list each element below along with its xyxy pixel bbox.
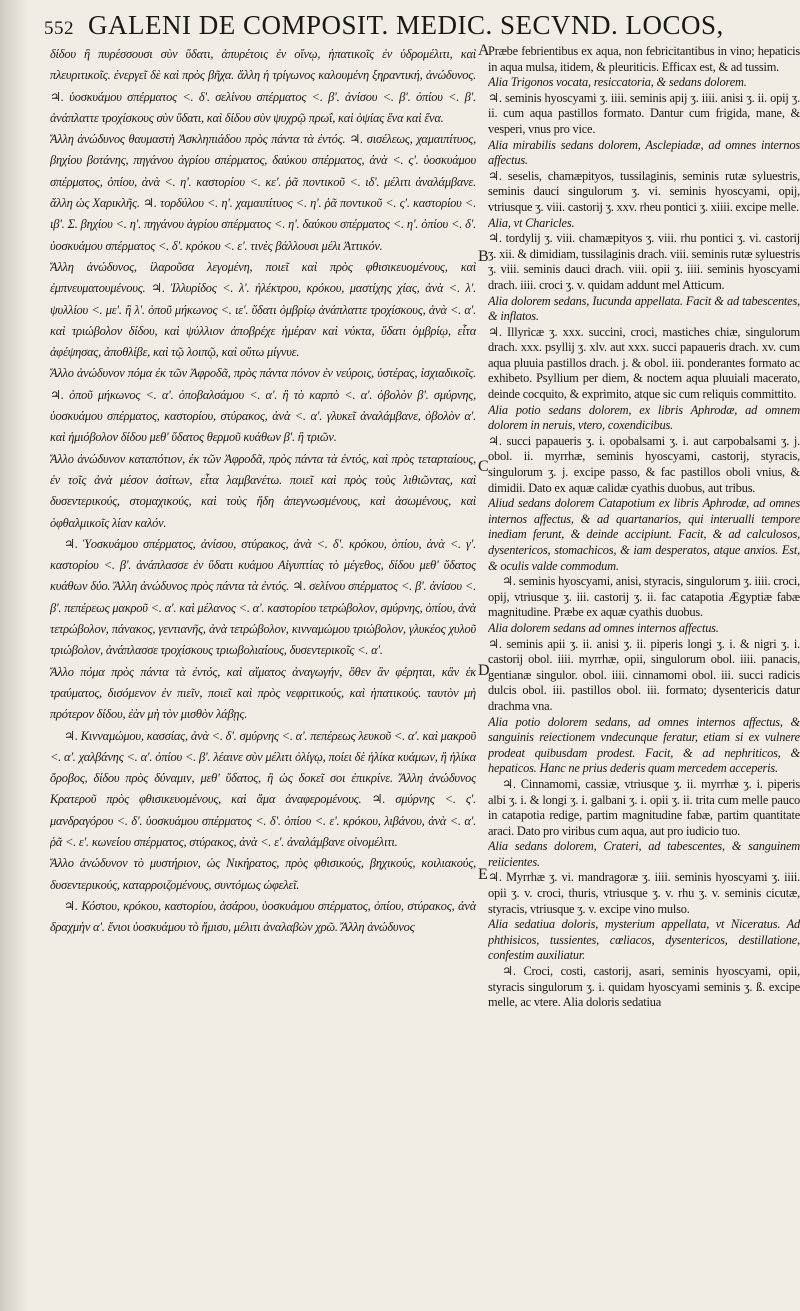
- latin-heading: Alia dolorem sedans, Iucunda appellata. Facit & ad tabescentes, & inflatos.: [488, 293, 800, 324]
- latin-heading: Aliud sedans dolorem Catapotium ex libris Aphrodæ, ad omnes internos affectus, & ad quartanarios, qui interualli tempore inediam ferunt, & deinde accipiunt. Facit, & ad calculosos, dysentericos, stomachicos, & iam desperatos, atque anxios. Est, & oculis valde commodum.: [488, 496, 800, 573]
- latin-paragraph: ♃. succi papaueris ʒ. i. opobalsami ʒ. i. aut carpobalsami ʒ. j. obol. ii. myrrhæ, seminis hyoscyami, castorij, styracis, singulorum ʒ. j. excipe passo, & fac pastillos oboli vnius, & dimidii. Dato ex aquæ calidæ cyathis duobus, aut tribus.: [488, 433, 800, 495]
- greek-paragraph: δίδου ἢ πυρέσσουσι σὺν ὕδατι, ἀπυρέτοις ἐν οἴνῳ, ἡπατικοῖς ἐν ὑδρομέλιτι, καὶ πλευριτικοῖς. ἐνεργεῖ δὲ καὶ πρὸς βῆχα. ἄλλη ἡ τρίγωνος καλουμένη ξηραντική, ἀνώδυνος. ♃. ὑοσκυάμου σπέρματος <. δ'. σελίνου σπέρματος <. β'. ἀνίσου <. β'. ὀπίου <. β'. ἀνάπλαττε τροχίσκους σὺν ὕδατι, καὶ δίδου σὺν ψυχρῷ πρωΐ, καὶ ὀψίας ἕνα καὶ ἕνα.: [50, 47, 476, 125]
- margin-marker-c: C: [478, 458, 489, 475]
- greek-paragraph: Ἄλλο ἀνώδυνον πόμα ἐκ τῶν Ἀφροδᾶ, πρὸς πάντα πόνον ἐν νεύροις, ὑστέρας, ἰσχιαδικοῖς. ♃. ὀποῦ μήκωνος <. α'. ὀποβαλσάμου <. α'. ἢ τὸ καρπὸ <. α'. ὀβολὸν β'. σμύρνης, ὑοσκυάμου σπέρματος, καστορίου, στύρακος, ἀνὰ <. α'. γλυκεῖ ἀναλάμβανε, ὀβολὸν α'. καὶ ἡμιόβολον δίδου μεθ' ὕδατος θερμοῦ κυάθων β'. ἢ τριῶν.: [50, 366, 476, 445]
- latin-heading: Alia sedatiua doloris, mysterium appellata, vt Niceratus. Ad phthisicos, tussientes, cœliacos, dysentericos, destillatione, confestim auxiliatur.: [488, 917, 800, 963]
- latin-paragraph: ♃. seselis, chamæpityos, tussilaginis, seminis rutæ syluestris, seminis dauci singulorum ʒ. vi. seminis hyoscyami, opij, vtriusque ʒ. viii. castorij ʒ. xxv. rheu pontici ʒ. xiiii. excipe melle.: [488, 168, 800, 214]
- latin-column: [488, 44, 800, 1294]
- page-header: [44, 10, 792, 44]
- latin-paragraph: ♃. Cinnamomi, cassiæ, vtriusque ʒ. ii. myrrhæ ʒ. i. piperis albi ʒ. i. & longi ʒ. i. galbani ʒ. i. opii ʒ. ii. trita cum melle pauco in catapotia redige, partim magnitudine fabæ, partim quantitate araci. Dato pro viribus cum aqua, aut pro iudicio tuo.: [488, 776, 800, 838]
- latin-paragraph: ♃. Myrrhæ ʒ. vi. mandragoræ ʒ. iiii. seminis hyoscyami ʒ. iiii. opii ʒ. v. croci, thuris, vtriusque ʒ. v. rhu ʒ. v. seminis cicutæ, styracis, vtriusque ʒ. v. excipe vino mulso.: [488, 870, 800, 916]
- latin-heading: Alia potio dolorem sedans, ad omnes internos affectus, & sanguinis reiectionem vndecunque feratur, etiam si ex vulnere prodeat quibusdam prodest. Facit, & ad nephriticos, & hepaticos. Hanc ne prius dederis quam mercedem acceperis.: [488, 714, 800, 776]
- latin-paragraph: ♃. seminis hyoscyami ʒ. iiii. seminis apij ʒ. iiii. anisi ʒ. ii. opij ʒ. ii. cum aqua pastillos formato. Dantur cum frigida, mane, & vesperi, vnus pro vice.: [488, 90, 800, 136]
- running-title: GALENI DE COMPOSIT. MEDIC. SECVND. LOCOS,: [88, 10, 724, 40]
- latin-paragraph: ♃. tordylij ʒ. viii. chamæpityos ʒ. viii. rhu pontici ʒ. vi. castorij ʒ. xii. & dimidiam, tussilaginis drach. viii. seminis rutæ syluestris ʒ. viii. seminis dauci drach. viii. opii ʒ. iiii. seminis hyoscyami drach. iiii. croci ʒ. v. quidam addunt mel Atticum.: [488, 231, 800, 292]
- latin-heading: Alia, vt Charicles.: [488, 215, 575, 230]
- greek-paragraph: Ἄλλο πόμα πρὸς πάντα τὰ ἐντός, καὶ αἵματος ἀναγωγήν, ὅθεν ἂν φέρηται, κἂν ἐκ τραύματος, δισόμενον ἐν πιεῖν, ποιεῖ καὶ πρὸς νεφριτικούς, καὶ ἡπατικούς. ταυτὸν μὴ πρότερον δίδου, ἐὰν μὴ τὸν μισθὸν λάβῃς.: [50, 664, 476, 722]
- latin-paragraph: ♃. Illyricæ ʒ. xxx. succini, croci, mastiches chiæ, singulorum drach. xxx. psyllij ʒ. xlv. aut xxx. succi papaueris drach. xv. cum aqua pluuia pastillos drach. j. & obol. iii. ponderantes formato ac exhibeto. Psyllium per diem, & noctem aqua pluuiali macerato, deinde cocquito, & exprimito, atque sic cum reliquis committito.: [488, 324, 800, 402]
- latin-paragraph: ♃. Croci, costi, castorij, asari, seminis hyoscyami, opii, styracis singulorum ʒ. i. quidam hyoscyami seminis ʒ. ß. excipe melle, ac vtere. Alia doloris sedatiua: [488, 964, 800, 1010]
- latin-paragraph: ♃. seminis hyoscyami, anisi, styracis, singulorum ʒ. iiii. croci, opij, vtriusque ʒ. iii. castorij ʒ. ii. fac catapotia Ægyptiæ fabæ magnitudine. Præbe ex aquæ cyathis duobus.: [488, 574, 800, 620]
- greek-paragraph: ♃. Ὑοσκυάμου σπέρματος, ἀνίσου, στύρακος, ἀνὰ <. δ'. κρόκου, ὀπίου, ἀνὰ <. γ'. καστορίου <. β'. ἀνάπλασσε ἐν ὕδατι κυάμου Αἰγυπτίας τὸ μέγεθος, δίδου μεθ' ὕδατος κυάθων δύο. Ἄλλη ἀνώδυνος πρὸς πάντα τὰ ἐντός. ♃. σελίνου σπέρματος <. β'. ἀνίσου <. β'. πεπέρεως μακροῦ <. α'. καὶ μέλανος <. α'. καστορίου τετρώβολον, σμύρνης, ὀπίου, ἀνὰ τετρώβολον, πάνακος, γεντιανῆς, ἀνὰ τετρώβολον, κινναμώμου τριώβολον, γλυκέος χυλοῦ τριώβολον, ἀνάπλασσε τροχίσκους τριωβολιαίους, δυσεντερικοῖς <. α'.: [50, 536, 476, 658]
- latin-heading: Alia mirabilis sedans dolorem, Asclepiadæ, ad omnes internos affectus.: [488, 137, 800, 168]
- greek-paragraph: ♃. Κινναμώμου, κασσίας, ἀνὰ <. δ'. σμύρνης <. α'. πεπέρεως λευκοῦ <. α'. καὶ μακροῦ <. α'. χαλβάνης <. α'. ὀπίου <. β'. λέαινε σὺν μέλιτι ὀλίγῳ, ποίει δὲ ἡλίκα κυάμων, ἢ ἡλίκα ὄροβος, δίδου πρὸς δύναμιν, μεθ' ὕδατος, ἢ ὡς δοκεῖ σοι ἐπικρίνε. Ἄλλη ἀνώδυνος Κρατεροῦ πρὸς φθισικευομένους, καὶ ἄμα ἀναφερομένους. ♃. σμύρνης <. ς'. μανδραγόρου <. δ'. ὑοσκυάμου σπέρματος <. δ'. ὀπίου <. ε'. κρόκου, λιβάνου, ἀνὰ <. α'. ῥᾶ <. ε'. κωνείου σπέρματος, στύρακος, ἀνὰ <. ε'. ἀναλάμβανε οἰνομέλιτι.: [50, 728, 476, 849]
- margin-marker-a: A: [478, 42, 490, 59]
- latin-paragraph: ♃. seminis apii ʒ. ii. anisi ʒ. ii. piperis longi ʒ. i. & nigri ʒ. i. castorij obol. iiii. myrrhæ, opii, singulorum obol. iiii. panacis, gentianæ singulor. obol. iiii. cinnamomi obol. iii. succi radicis dulcis obol. iii. pastillos obol. iii. formato; dysentericis datur drachma vna.: [488, 636, 800, 713]
- latin-heading: Alia Trigonos vocata, resiccatoria, & sedans dolorem.: [488, 75, 747, 90]
- latin-paragraph: Præbe febrientibus ex aqua, non febricitantibus in vino; hepaticis in aqua mulsa, itidem, & pleuriticis. Efficax est, & ad tussim.: [488, 44, 800, 74]
- greek-paragraph: Ἄλλο ἀνώδυνον καταπότιον, ἐκ τῶν Ἀφροδᾶ, πρὸς πάντα τὰ ἐντός, καὶ πρὸς τεταρταίους, ἐν τοῖς ἀνὰ μέσον ἀσίτων, εἶτα λαμβανέτω. ποιεῖ καὶ πρὸς τοὺς λιθιῶντας, καὶ δυσεντερικούς, στομαχικούς, καὶ τοὺς ἤδη ἀπεγνωσμένους, καὶ ἀσωμένους, καὶ ὀφθαλμικοῖς λίαν καλόν.: [50, 451, 476, 530]
- greek-paragraph: ♃. Κόστου, κρόκου, καστορίου, ἀσάρου, ὑοσκυάμου σπέρματος, ὀπίου, στύρακος, ἀνὰ δραχμὴν α'. ἔνιοι ὑοσκυάμου τὸ ἥμισυ, μέλιτι ἀναλαβὼν χρῶ. Ἄλλη ἀνώδυνος: [50, 898, 476, 935]
- page-number: 552: [44, 18, 74, 39]
- binding-shadow: [0, 0, 28, 1311]
- latin-heading: Alia sedans dolorem, Crateri, ad tabescentes, & sanguinem reiicientes.: [488, 839, 800, 869]
- greek-paragraph: Ἄλλη ἀνώδυνος θαυμαστὴ Ἀσκληπιάδου πρὸς πάντα τὰ ἐντός. ♃. σισέλεως, χαμαιπίτυος, βηχίου βοτάνης, πηγάνου ἀγρίου σπέρματος, δαύκου σπέρματος, ἀνὰ <. ς'. ὑοσκυάμου σπέρματος, ὀπίου, ἀνὰ <. η'. καστορίου <. κε'. ῥᾶ ποντικοῦ <. ιδ'. μέλιτι ἀναλάμβανε. ἄλλη ὡς Χαρικλῆς. ♃. τορδύλου <. η'. χαμαιπίτυος <. η'. ῥᾶ ποντικοῦ <. ς'. καστορίου <. ιβ'. Σ. βηχίου <. η'. πηγάνου ἀγρίου σπέρματος <. η'. δαύκου σπέρματος <. η'. ὀπίου <. δ'. ὑοσκυάμου σπέρματος <. δ'. κρόκου <. ε'. τινὲς βάλλουσι μέλι Ἀττικόν.: [50, 132, 476, 253]
- latin-heading: Alia potio sedans dolorem, ex libris Aphrodæ, ad omnem dolorem in neruis, vtero, coxendicibus.: [488, 402, 800, 433]
- margin-marker-e: E: [478, 866, 488, 883]
- margin-marker-b: B: [478, 248, 489, 265]
- greek-paragraph: Ἄλλη ἀνώδυνος, ἰλαροῦσα λεγομένη, ποιεῖ καὶ πρὸς φθισικευομένους, καὶ ἐμπνευματουμένους. ♃. Ἰλλυρίδος <. λ'. ἠλέκτρου, κρόκου, μαστίχης χίας, ἀνὰ <. λ'. ψυλλίου <. με'. ἢ λ'. ὀποῦ μήκωνος <. ιε'. ὕδατι ὀμβρίῳ ἀνάπλαττε τροχίσκους, ἀνὰ <. α'. καὶ τριώβολον δίδου, καὶ ψύλλιον ἀποβρέχε ἡμέραν καὶ νύκτα, ὕδατι ὀμβρίῳ, εἶτα ἀφέψησας, ἀποθλίβε, καὶ τῷ λοιπῷ, καὶ οὕτω μίγνυε.: [50, 259, 476, 360]
- latin-heading: Alia dolorem sedans ad omnes internos affectus.: [488, 620, 719, 635]
- margin-marker-d: D: [478, 662, 490, 679]
- greek-column: [50, 44, 476, 1294]
- greek-paragraph: Ἄλλο ἀνώδυνον τὸ μυστήριον, ὡς Νικήρατος, πρὸς φθισικούς, βηχικούς, κοιλιακούς, δυσεντερικούς, καταρροιζομένους, συντόμως ὠφελεῖ.: [50, 856, 476, 892]
